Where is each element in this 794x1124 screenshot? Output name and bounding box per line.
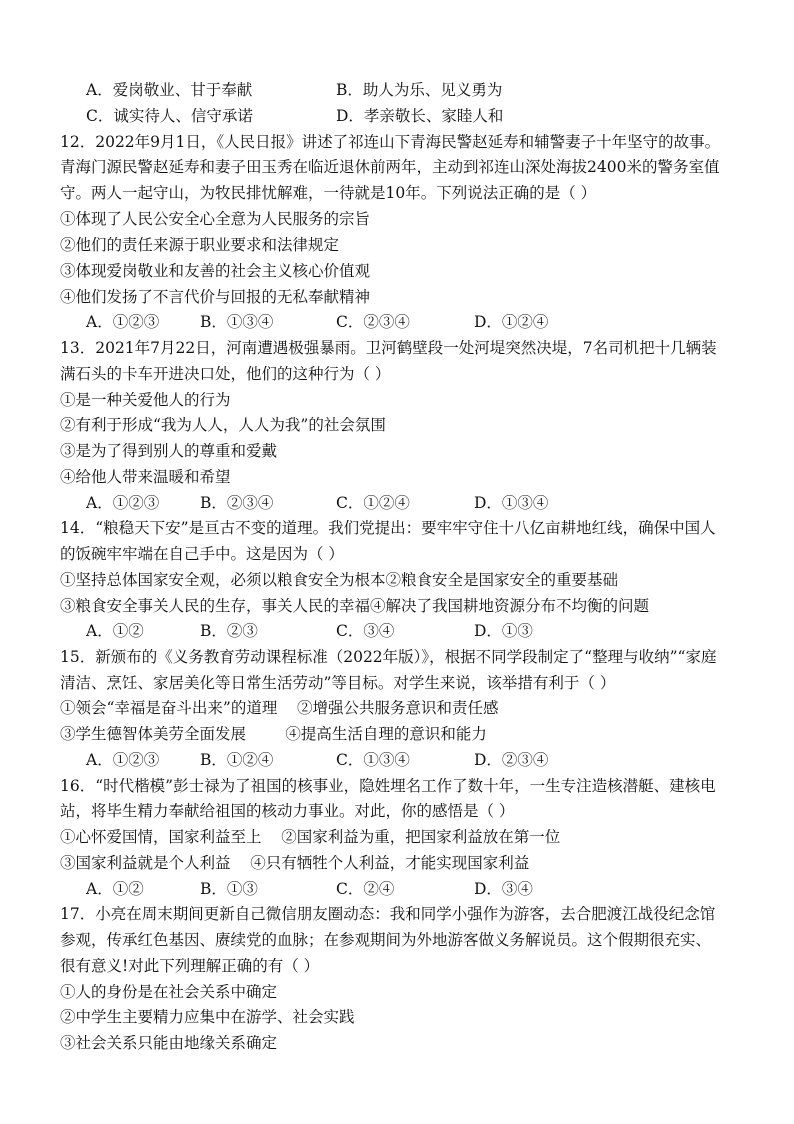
q12-option-a: A．①②③: [86, 313, 160, 331]
q15-stem-line-2: 清洁、烹饪、家居美化等日常生活劳动”等目标。对学生来说，该举措有利于（ ）: [60, 674, 616, 692]
q13-stem-line-2: 满石头的卡车开进决口处，他们的这种行为（ ）: [60, 365, 391, 383]
q12-stem-line-1: 12．2022年9月1日，《人民日报》讲述了祁连山下青海民警赵延寿和辅警妻子十年坚守的故事。: [60, 133, 721, 151]
q17-stem-line-2: 参观，传承红色基因、赓续党的血脉；在参观期间为外地游客做义务解说员。这个假期很充实、: [60, 931, 712, 949]
q15-option-d: D．②③④: [474, 751, 549, 769]
q14-stem-line-1: 14．“粮稳天下安”是亘古不变的道理。我们党提出：要牢牢守住十八亿亩耕地红线，确保中国人: [60, 519, 716, 537]
q13-option-c: C．①②④: [336, 494, 410, 512]
q13-option-d: D．①③④: [474, 494, 549, 512]
q12-stem-line-3: 守。两人一起守山，为牧民排忧解难，一待就是10年。下列说法正确的是（ ）: [60, 184, 597, 202]
q13-item-1: ①是一种关爱他人的行为: [60, 391, 231, 409]
q14-item-1: ①坚持总体国家安全观，必须以粮食安全为根本②粮食安全是国家安全的重要基础: [60, 571, 619, 589]
q11-option-a: A．爱岗敬业、甘于奉献: [86, 81, 253, 99]
q17-stem-line-1: 17．小亮在周末期间更新自己微信朋友圈动态：我和同学小强作为游客，去合肥渡江战役纪念馆: [60, 905, 716, 923]
q16-option-a: A．①②: [86, 880, 144, 898]
q12-option-d: D．①②④: [474, 313, 549, 331]
q14-option-d: D．①③: [474, 622, 533, 640]
q12-stem-line-2: 青海门源民警赵延寿和妻子田玉秀在临近退休前两年，主动到祁连山深处海拔2400米的警务室值: [60, 158, 720, 176]
q15-option-b: B．①②④: [200, 751, 274, 769]
q13-item-3: ③是为了得到别人的尊重和爱戴: [60, 442, 278, 460]
q11-option-d: D．孝亲敬长、家睦人和: [336, 107, 504, 125]
q16-stem-line-1: 16．“时代楷模”彭士禄为了祖国的核事业，隐姓埋名工作了数十年，一生专注造核潜艇、建核电: [60, 777, 716, 795]
q14-option-a: A．①②: [86, 622, 144, 640]
q15-option-a: A．①②③: [86, 751, 160, 769]
q13-item-4: ④给他人带来温暖和希望: [60, 468, 231, 486]
q12-option-b: B．①③④: [200, 313, 274, 331]
q15-item-2: ③学生德智体美劳全面发展 ④提高生活自理的意识和能力: [60, 725, 487, 743]
q13-item-2: ②有利于形成“我为人人，人人为我”的社会氛围: [60, 416, 386, 434]
q14-item-2: ③粮食安全事关人民的生存，事关人民的幸福④解决了我国耕地资源分布不均衡的问题: [60, 597, 650, 615]
q12-item-3: ③体现爱岗敬业和友善的社会主义核心价值观: [60, 262, 371, 280]
q16-option-b: B．①③: [200, 880, 258, 898]
q16-item-2: ③国家利益就是个人利益 ④只有牺牲个人利益，才能实现国家利益: [60, 854, 530, 872]
q12-item-4: ④他们发扬了不言代价与回报的无私奉献精神: [60, 288, 371, 306]
q17-item-2: ②中学生主要精力应集中在游学、社会实践: [60, 1008, 355, 1026]
q15-option-c: C．①③④: [336, 751, 410, 769]
q13-option-b: B．②③④: [200, 494, 274, 512]
q16-stem-line-2: 站，将毕生精力奉献给祖国的核动力事业。对此，你的感悟是（ ）: [60, 802, 515, 820]
q14-option-c: C．③④: [336, 622, 395, 640]
q13-option-a: A．①②③: [86, 494, 160, 512]
q16-option-d: D．③④: [474, 880, 533, 898]
q16-item-1: ①心怀爱国情，国家利益至上 ②国家利益为重，把国家利益放在第一位: [60, 828, 561, 846]
q11-option-c: C．诚实待人、信守承诺: [86, 107, 253, 125]
q16-option-c: C．②④: [336, 880, 395, 898]
q14-option-b: B．②③: [200, 622, 258, 640]
q15-stem-line-1: 15．新颁布的《义务教育劳动课程标准（2022年版）》，根据不同学段制定了“整理与收纳”“家庭: [60, 648, 717, 666]
q15-item-1: ①领会“幸福是奋斗出来”的道理 ②增强公共服务意识和责任感: [60, 699, 499, 717]
q12-item-2: ②他们的责任来源于职业要求和法律规定: [60, 236, 340, 254]
q12-option-c: C．②③④: [336, 313, 410, 331]
q12-item-1: ①体现了人民公安全心全意为人民服务的宗旨: [60, 210, 371, 228]
q14-stem-line-2: 的饭碗牢牢端在自己手中。这是因为（ ）: [60, 545, 344, 563]
q17-item-3: ③社会关系只能由地缘关系确定: [60, 1034, 278, 1052]
q11-option-b: B．助人为乐、见义勇为: [336, 81, 503, 99]
q17-stem-line-3: 很有意义!对此下列理解正确的有（ ）: [60, 957, 320, 975]
q13-stem-line-1: 13．2021年7月22日，河南遭遇极强暴雨。卫河鹤壁段一处河堤突然决堤，7名司机把十几辆装: [60, 339, 717, 357]
q17-item-1: ①人的身份是在社会关系中确定: [60, 983, 278, 1001]
